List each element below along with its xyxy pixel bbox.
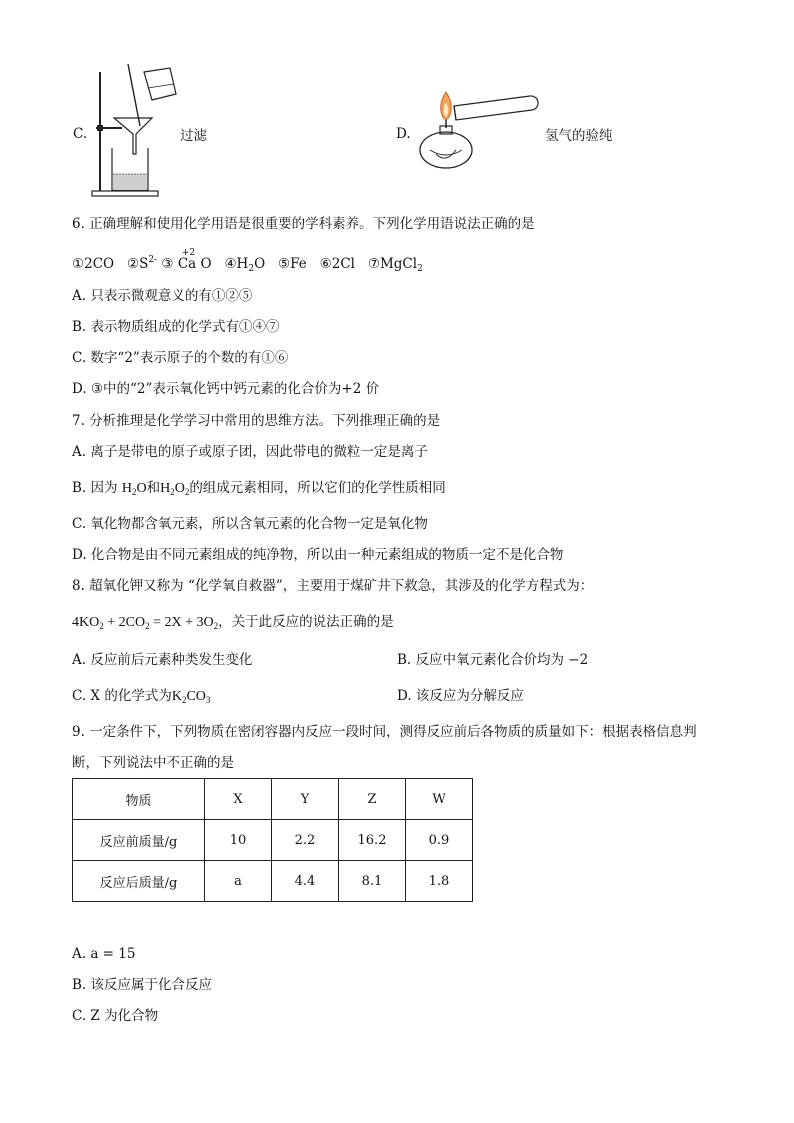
table-row [73,861,473,902]
q8-equation: $4KO_2 + 2CO_2 = 2X + 3O_2$，关于此反应的说法正确的是 [72,614,394,631]
table-cell: a [205,861,272,902]
table-header-cell: Z [339,779,406,820]
q7-option-d: D. 化合物是由不同元素组成的纯净物，所以由一种元素组成的物质一定不是化合物 [72,547,564,563]
table-header-cell: W [406,779,473,820]
q8-option-b: B. 反应中氧元素化合价均为 −2 [397,652,589,668]
table-header-cell: 物质 [73,779,205,820]
q6-option-a: A. 只表示微观意义的有①②⑤ [72,288,253,304]
q7-option-b: B. 因为 $H_2O$和$H_2O_2$的组成元素相同，所以它们的化学性质相同 [72,480,446,497]
q8-option-a: A. 反应前后元素种类发生变化 [72,652,253,668]
table-cell: 2.2 [272,820,339,861]
q8-stem: 8. 超氧化钾又称为 “化学氧自救器”，主要用于煤矿井下救急，其涉及的化学方程式为： [72,578,594,594]
table-cell: 1.8 [406,861,473,902]
q6-item-7: ⑦MgCl$_2$ [367,256,423,274]
q6-option-d: D. ③中的“2”表示氧化钙中钙元素的化合价为+2 价 [72,381,380,397]
option-d-label: D. [396,126,411,142]
q6-item-1: ①2CO [72,256,115,272]
q6-option-c: C. 数字“2”表示原子的个数的有①⑥ [72,350,289,366]
table-cell: 8.1 [339,861,406,902]
filtration-apparatus-figure [90,62,170,202]
q9-option-a: A. a = 15 [72,946,136,962]
table-cell: 16.2 [339,820,406,861]
table-cell: 反应后质量/g [73,861,205,902]
q9-option-c: C. Z 为化合物 [72,1008,159,1024]
q6-item-2: $②S^{2-}$ [126,255,158,272]
q6-item-5: ⑤Fe [278,256,307,272]
q6-stem: 6. 正确理解和使用化学用语是很重要的学科素养。下列化学用语说法正确的是 [72,216,535,232]
mass-table [72,778,473,902]
table-cell: 10 [205,820,272,861]
option-c-label: C. [73,126,88,142]
option-d-caption: 氢气的验纯 [545,128,613,144]
q6-option-b: B. 表示物质组成的化学式有①④⑦ [72,319,280,335]
table-cell: 反应前质量/g [73,820,205,861]
table-row [73,820,473,861]
q6-item-3-prefix: ③ [161,256,174,272]
table-header-cell: Y [272,779,339,820]
table-cell: 0.9 [406,820,473,861]
q6-item-3-valence: +2 Ca O [177,248,212,272]
q7-option-c: C. 氧化物都含氧元素，所以含氧元素的化合物一定是氧化物 [72,516,428,532]
table-header-row [73,779,473,820]
table-cell: 4.4 [272,861,339,902]
q6-item-6: ⑥2Cl [319,256,355,272]
hydrogen-test-figure [412,88,552,178]
option-c-caption: 过滤 [180,128,207,144]
table-header-cell: X [205,779,272,820]
q7-stem: 7. 分析推理是化学学习中常用的思维方法。下列推理正确的是 [72,413,441,429]
q8-option-d: D. 该反应为分解反应 [397,688,524,704]
chemical-equation: $4KO_2 + 2CO_2 = 2X + 3O_2$ [72,615,219,631]
q9-stem-line1: 9. 一定条件下，下列物质在密闭容器内反应一段时间，测得反应前后各物质的质量如下：根据表格信息判 [72,724,697,740]
q9-option-b: B. 该反应属于化合反应 [72,977,213,993]
q6-item-4: $④H_2O$ [224,256,266,274]
q7-option-a: A. 离子是带电的原子或原子团，因此带电的微粒一定是离子 [72,444,428,460]
q6-items [72,248,423,278]
q9-stem-line2: 断，下列说法中不正确的是 [72,755,234,771]
q8-option-c: C. X 的化学式为$K_2CO_3$ [72,688,211,705]
